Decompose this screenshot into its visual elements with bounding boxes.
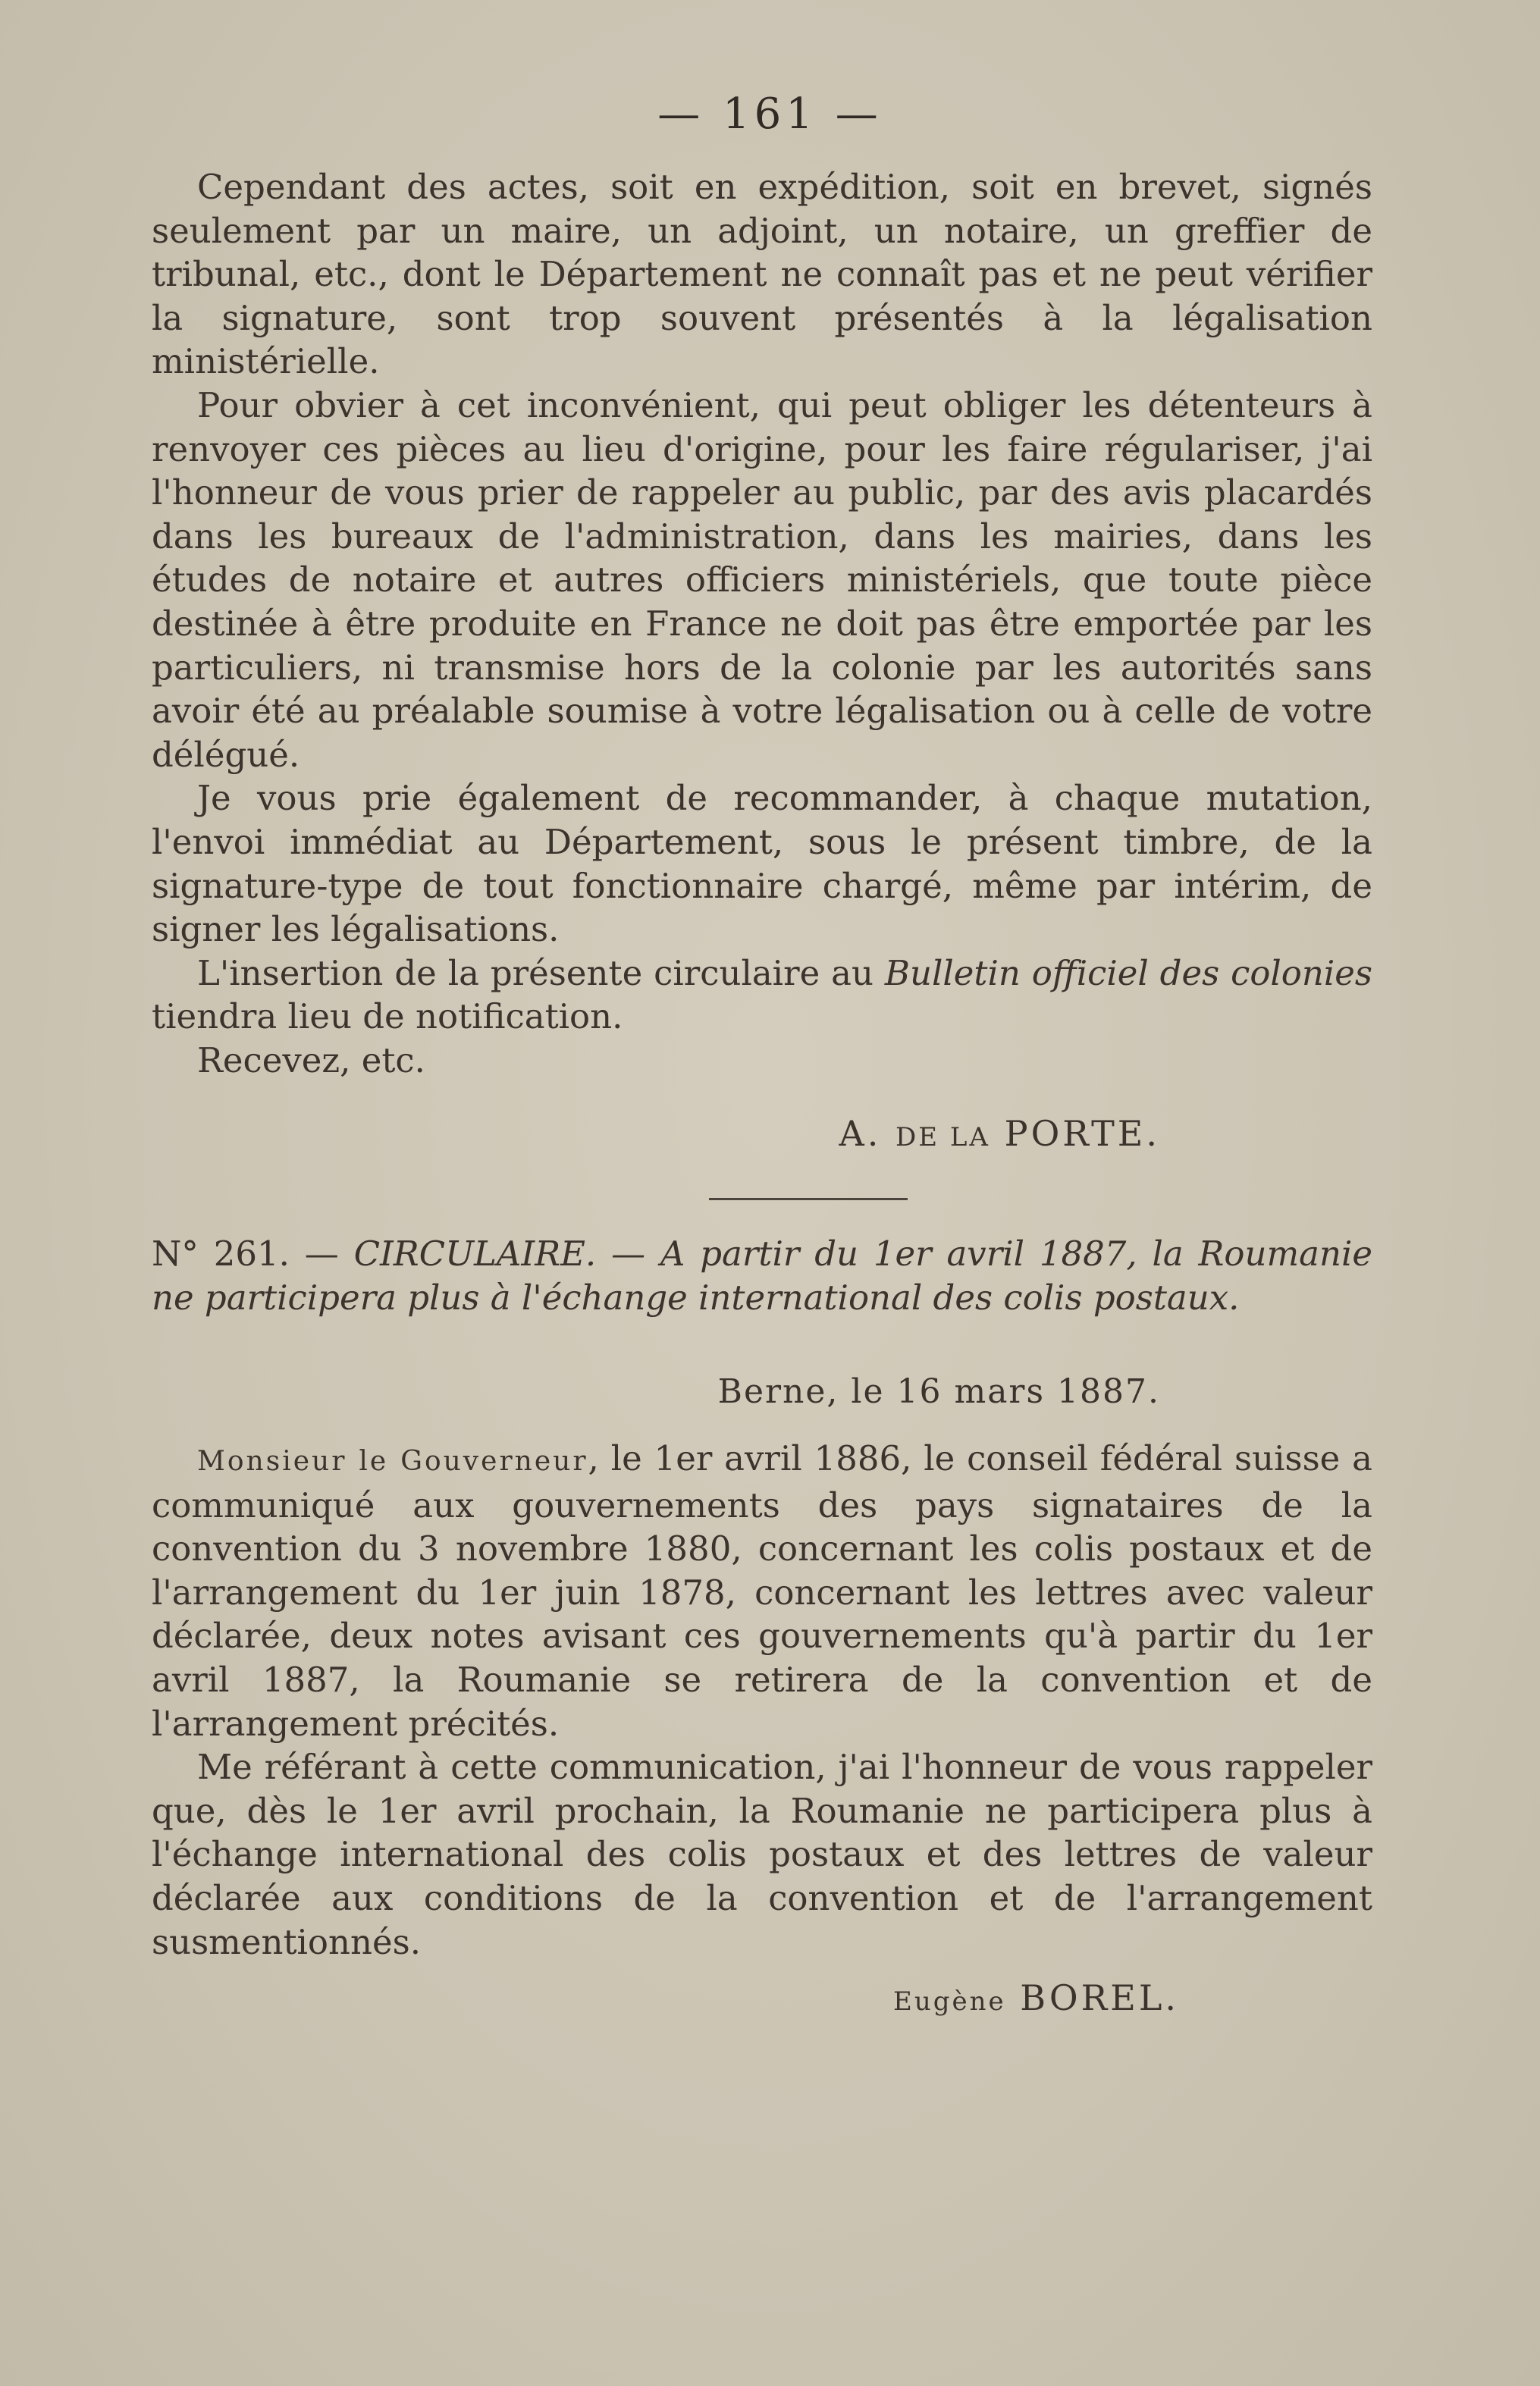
insertion-suffix: tiendra lieu de notification. xyxy=(152,996,623,1037)
section1-body xyxy=(152,165,1372,1082)
circular-title: CIRCULAIRE. — A partir du 1er avril 1887, la Roumanie ne participera plus à l'échange international des colis postaux. xyxy=(152,1234,1373,1318)
bulletin-title: Bulletin officiel des colonies xyxy=(884,952,1372,993)
letter-paragraph-1: Monsieur le Gouverneur, le 1er avril 1886, le conseil fédéral suisse a communiqué aux gouvernements des pays signataires de la convention du 3 novembre 1880, concernant les colis postaux et de l'arrangement du 1er juin 1878, concernant les lettres avec valeur déclarée, deux notes avisant ces gouvernements qu'à partir du 1er avril 1887, la Roumanie se retirera de la convention et de l'arrangement précités. xyxy=(152,1438,1372,1744)
circular-number: N° 261. — xyxy=(152,1234,354,1274)
paragraph-1: Cependant des actes, soit en expédition, soit en brevet, signés seulement par un maire, un adjoint, un notaire, un greffier de tribunal, etc., dont le Département ne connaît pas et ne peut vérifier la signature, sont trop souvent présentés à la légalisation ministérielle. xyxy=(152,167,1372,382)
salutation: Monsieur le Gouverneur xyxy=(197,1446,588,1477)
signature-de-la-porte: A. DE LA PORTE. xyxy=(839,1113,1160,1154)
insertion-prefix: L'insertion de la présente circulaire au xyxy=(197,952,885,993)
paragraph-2: Pour obvier à cet inconvénient, qui peut obliger les détenteurs à renvoyer ces pièces au lieu d'origine, pour les faire régulariser, j'ai l'honneur de vous prier de rappeler au public, par des avis placardés dans les bureaux de l'administration, dans les mairies, dans les études de notaire et autres officiers ministériels, que toute pièce destinée à être produite en France ne doit pas être emportée par les particuliers, ni transmise hors de la colonie par les autorités sans avoir été au préalable soumise à votre légalisation ou à celle de votre délégué. xyxy=(152,384,1372,775)
paragraph-3: Je vous prie également de recommander, à chaque mutation, l'envoi immédiat au Département, sous le présent timbre, de la signature-type de tout fonctionnaire chargé, même par intérim, de signer les légalisations. xyxy=(152,778,1372,950)
dateline: Berne, le 16 mars 1887. xyxy=(717,1372,1160,1411)
section2-body xyxy=(152,1437,1372,1964)
signature-borel: Eugène BOREL. xyxy=(893,1977,1179,2018)
closing-formula: Recevez, etc. xyxy=(197,1039,425,1080)
circular-heading xyxy=(152,1232,1372,1319)
letter-paragraph-2: Me référant à cette communication, j'ai l'honneur de vous rappeler que, dès le 1er avril prochain, la Roumanie ne participera plus à l'échange international des colis postaux et des lettres de valeur déclarée aux conditions de la convention et de l'arrangement susmentionnés. xyxy=(152,1747,1372,1962)
section-divider xyxy=(709,1198,908,1200)
page-number: — 161 — xyxy=(657,89,883,139)
paragraph-insertion xyxy=(152,952,1372,1039)
